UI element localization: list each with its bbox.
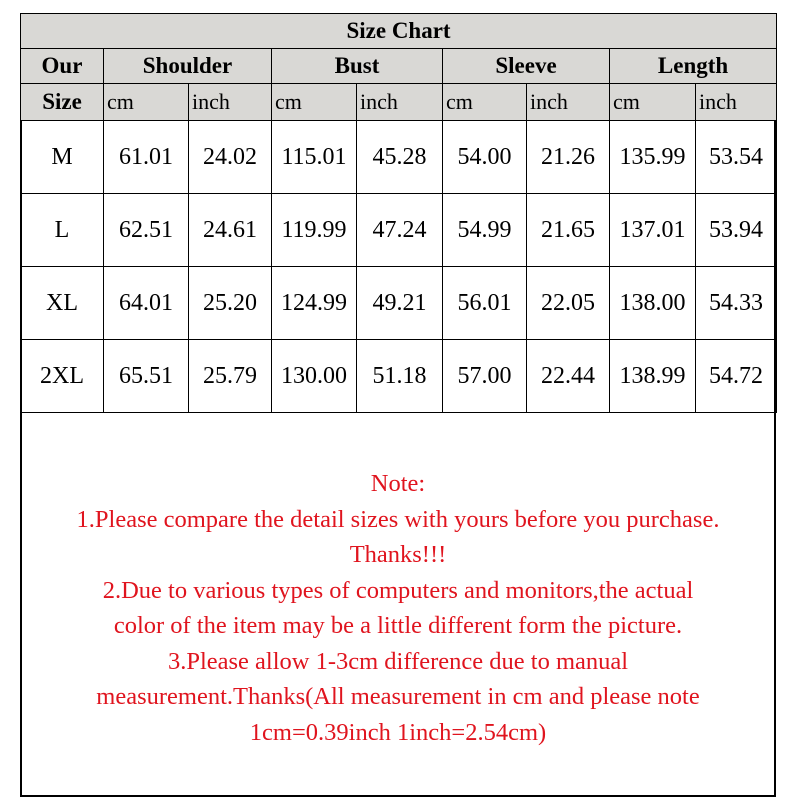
unit-inch: inch bbox=[357, 84, 443, 121]
notes-block bbox=[22, 466, 774, 750]
sleeve-header: Sleeve bbox=[443, 49, 610, 84]
shoulder-inch-cell: 24.61 bbox=[189, 194, 272, 267]
length-cm-cell: 138.00 bbox=[610, 267, 696, 340]
bust-cm-cell: 115.01 bbox=[272, 121, 357, 194]
size-header-bottom: Size bbox=[21, 84, 104, 121]
length-inch-cell: 54.72 bbox=[696, 340, 777, 413]
shoulder-cm-cell: 61.01 bbox=[104, 121, 189, 194]
bust-inch-cell: 47.24 bbox=[357, 194, 443, 267]
sleeve-cm-cell: 56.01 bbox=[443, 267, 527, 340]
sleeve-cm-cell: 54.00 bbox=[443, 121, 527, 194]
unit-cm: cm bbox=[610, 84, 696, 121]
table-row bbox=[21, 194, 777, 267]
bust-cm-cell: 119.99 bbox=[272, 194, 357, 267]
shoulder-inch-cell: 24.02 bbox=[189, 121, 272, 194]
note-line: Thanks!!! bbox=[349, 541, 447, 568]
bust-cm-cell: 124.99 bbox=[272, 267, 357, 340]
note-line: 1cm=0.39inch 1inch=2.54cm) bbox=[249, 718, 547, 746]
note-line: 1.Please compare the detail sizes with yours before you purchase. bbox=[76, 505, 720, 533]
note-line: 3.Please allow 1-3cm difference due to manual bbox=[167, 647, 629, 675]
shoulder-inch-cell: 25.79 bbox=[189, 340, 272, 413]
size-header-top: Our bbox=[21, 49, 104, 84]
length-cm-cell: 138.99 bbox=[610, 340, 696, 413]
length-header: Length bbox=[610, 49, 777, 84]
table-row bbox=[21, 121, 777, 194]
length-cm-cell: 137.01 bbox=[610, 194, 696, 267]
length-inch-cell: 53.54 bbox=[696, 121, 777, 194]
size-cell: M bbox=[21, 121, 104, 194]
size-cell: L bbox=[21, 194, 104, 267]
length-inch-cell: 53.94 bbox=[696, 194, 777, 267]
table-row bbox=[21, 340, 777, 413]
note-line: measurement.Thanks(All measurement in cm and please note bbox=[96, 683, 700, 710]
length-inch-cell: 54.33 bbox=[696, 267, 777, 340]
sleeve-inch-cell: 21.26 bbox=[527, 121, 610, 194]
bust-inch-cell: 45.28 bbox=[357, 121, 443, 194]
shoulder-cm-cell: 62.51 bbox=[104, 194, 189, 267]
note-line: 2.Due to various types of computers and monitors,the actual bbox=[102, 576, 694, 604]
shoulder-cm-cell: 64.01 bbox=[104, 267, 189, 340]
length-cm-cell: 135.99 bbox=[610, 121, 696, 194]
note-line: color of the item may be a little different form the picture. bbox=[113, 612, 683, 639]
bust-inch-cell: 49.21 bbox=[357, 267, 443, 340]
size-chart-table bbox=[20, 13, 777, 413]
unit-inch: inch bbox=[696, 84, 777, 121]
shoulder-cm-cell: 65.51 bbox=[104, 340, 189, 413]
shoulder-header: Shoulder bbox=[104, 49, 272, 84]
size-cell: XL bbox=[21, 267, 104, 340]
sleeve-inch-cell: 22.05 bbox=[527, 267, 610, 340]
unit-inch: inch bbox=[527, 84, 610, 121]
sleeve-cm-cell: 54.99 bbox=[443, 194, 527, 267]
unit-inch: inch bbox=[189, 84, 272, 121]
unit-cm: cm bbox=[272, 84, 357, 121]
sleeve-inch-cell: 21.65 bbox=[527, 194, 610, 267]
unit-cm: cm bbox=[443, 84, 527, 121]
bust-cm-cell: 130.00 bbox=[272, 340, 357, 413]
bust-header: Bust bbox=[272, 49, 443, 84]
table-row bbox=[21, 267, 777, 340]
sleeve-inch-cell: 22.44 bbox=[527, 340, 610, 413]
shoulder-inch-cell: 25.20 bbox=[189, 267, 272, 340]
size-cell: 2XL bbox=[21, 340, 104, 413]
chart-title: Size Chart bbox=[21, 14, 777, 49]
sleeve-cm-cell: 57.00 bbox=[443, 340, 527, 413]
note-heading: Note: bbox=[370, 470, 426, 497]
bust-inch-cell: 51.18 bbox=[357, 340, 443, 413]
unit-cm: cm bbox=[104, 84, 189, 121]
